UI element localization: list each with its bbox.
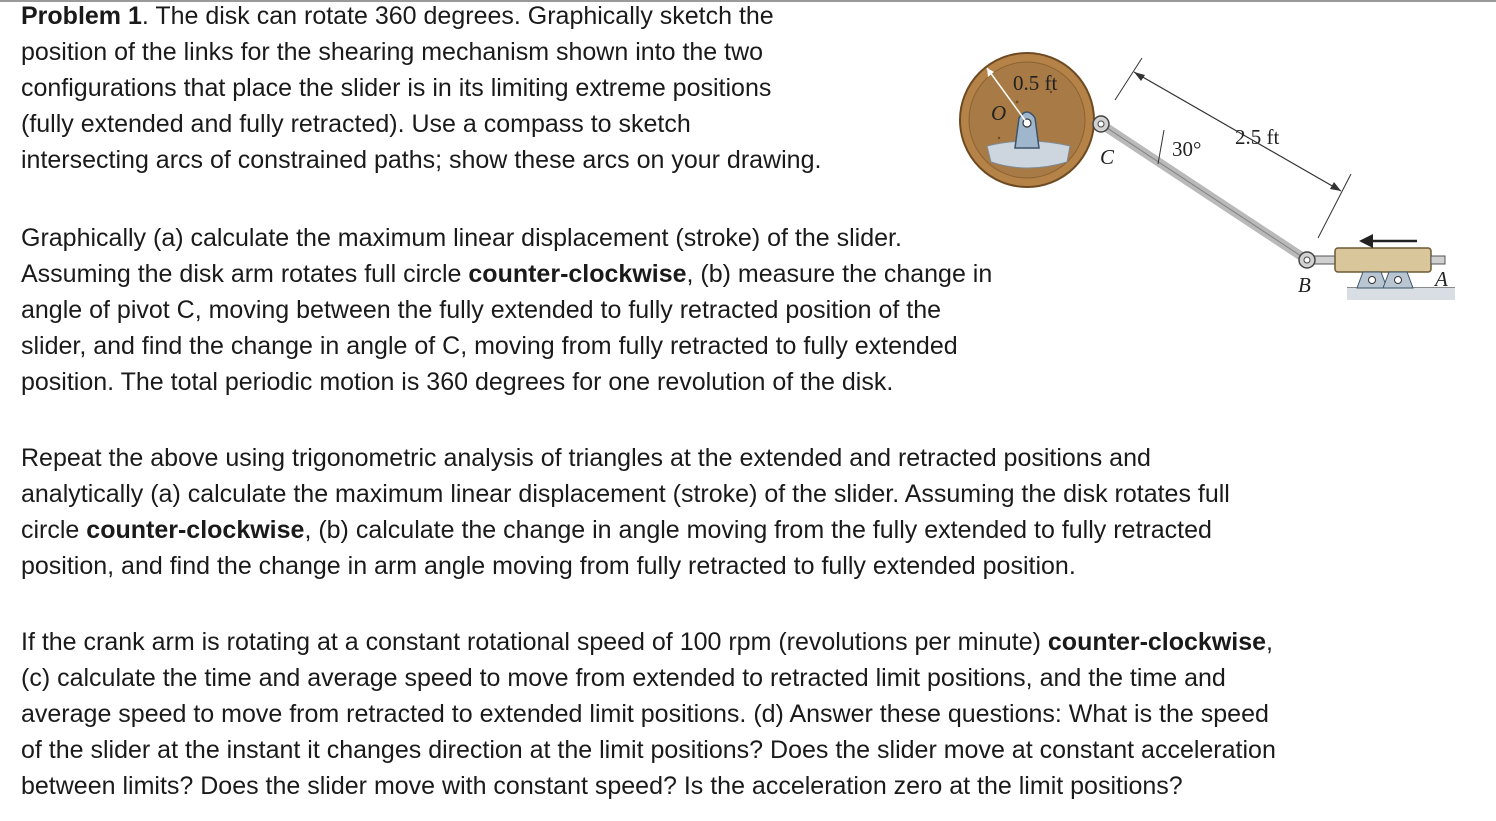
pivot-c-pin	[1098, 121, 1104, 127]
radius-label: 0.5 ft	[1013, 71, 1058, 95]
intro-line-5: intersecting arcs of constrained paths; show these arcs on your drawing.	[21, 146, 822, 174]
dimension-arrowhead-bottom	[1330, 182, 1341, 191]
motion-arrowhead	[1359, 234, 1373, 248]
speed-line-1: If the crank arm is rotating at a constant rotational speed of 100 rpm (revolutions per minute) counter-clockwise,	[21, 628, 1273, 656]
roller-right	[1395, 277, 1402, 284]
link-length-label: 2.5 ft	[1235, 125, 1280, 149]
graphical-line-1: Graphically (a) calculate the maximum linear displacement (stroke) of the slider.	[21, 224, 902, 252]
problem-intro-paragraph	[21, 0, 821, 178]
analytical-line-2: analytically (a) calculate the maximum linear displacement (stroke) of the slider. Assuming the disk rotates full	[21, 480, 1230, 508]
joint-b-pin	[1304, 257, 1310, 263]
speed-line-4: of the slider at the instant it changes direction at the limit positions? Does the slider move at constant acceleration	[21, 736, 1276, 764]
center-label: O	[991, 101, 1007, 125]
dimension-arrowhead-top	[1134, 72, 1145, 81]
intro-line-1: Problem 1. The disk can rotate 360 degrees. Graphically sketch the	[21, 2, 774, 30]
extension-line-top	[1115, 58, 1142, 100]
graphical-line-4: slider, and find the change in angle of C, moving from fully retracted to fully extended	[21, 332, 958, 360]
analytical-line-4: position, and find the change in arm angle moving from fully retracted to fully extended position.	[21, 552, 1076, 580]
joint-b-label: B	[1298, 273, 1311, 297]
graphical-line-3: angle of pivot C, moving between the fully extended to fully retracted position of the	[21, 296, 941, 324]
slider-rod-right	[1431, 256, 1445, 264]
ccw-emphasis: counter-clockwise	[86, 516, 305, 544]
graphical-line-5: position. The total periodic motion is 360 degrees for one revolution of the disk.	[21, 368, 894, 396]
ccw-emphasis: counter-clockwise	[468, 260, 687, 288]
intro-line-2: position of the links for the shearing mechanism shown into the two	[21, 38, 764, 66]
graphical-line-2: Assuming the disk arm rotates full circle counter-clockwise, (b) measure the change in	[21, 260, 993, 288]
intro-line-3: configurations that place the slider is in its limiting extreme positions	[21, 74, 772, 102]
pin-bracket	[1015, 112, 1039, 148]
slider-a-label: A	[1435, 267, 1448, 291]
problem-title: Problem 1	[21, 2, 142, 30]
angle-label: 30°	[1172, 137, 1202, 161]
ccw-emphasis: counter-clockwise	[1047, 628, 1267, 656]
roller-left	[1369, 277, 1376, 284]
speed-line-3: average speed to move from retracted to extended limit positions. (d) Answer these questions: What is the speed	[21, 700, 1269, 728]
speed-line-5: between limits? Does the slider move with constant speed? Is the acceleration zero at the limit positions?	[21, 772, 1183, 800]
intro-line-4: (fully extended and fully retracted). Use a compass to sketch	[21, 110, 691, 138]
analytical-line-3: circle counter-clockwise, (b) calculate the change in angle moving from the fully extended to fully retracted	[21, 516, 1212, 544]
speed-line-2: (c) calculate the time and average speed to move from extended to retracted limit positions, and the time and	[21, 664, 1226, 692]
pivot-c-label: C	[1100, 145, 1115, 169]
analytical-line-1: Repeat the above using trigonometric analysis of triangles at the extended and retracted positions and	[21, 444, 1151, 472]
analytical-paragraph	[21, 440, 1230, 584]
slider-block	[1335, 248, 1431, 272]
speed-paragraph	[21, 624, 1276, 804]
graphical-paragraph	[21, 220, 992, 400]
mechanism-figure	[955, 50, 1475, 310]
